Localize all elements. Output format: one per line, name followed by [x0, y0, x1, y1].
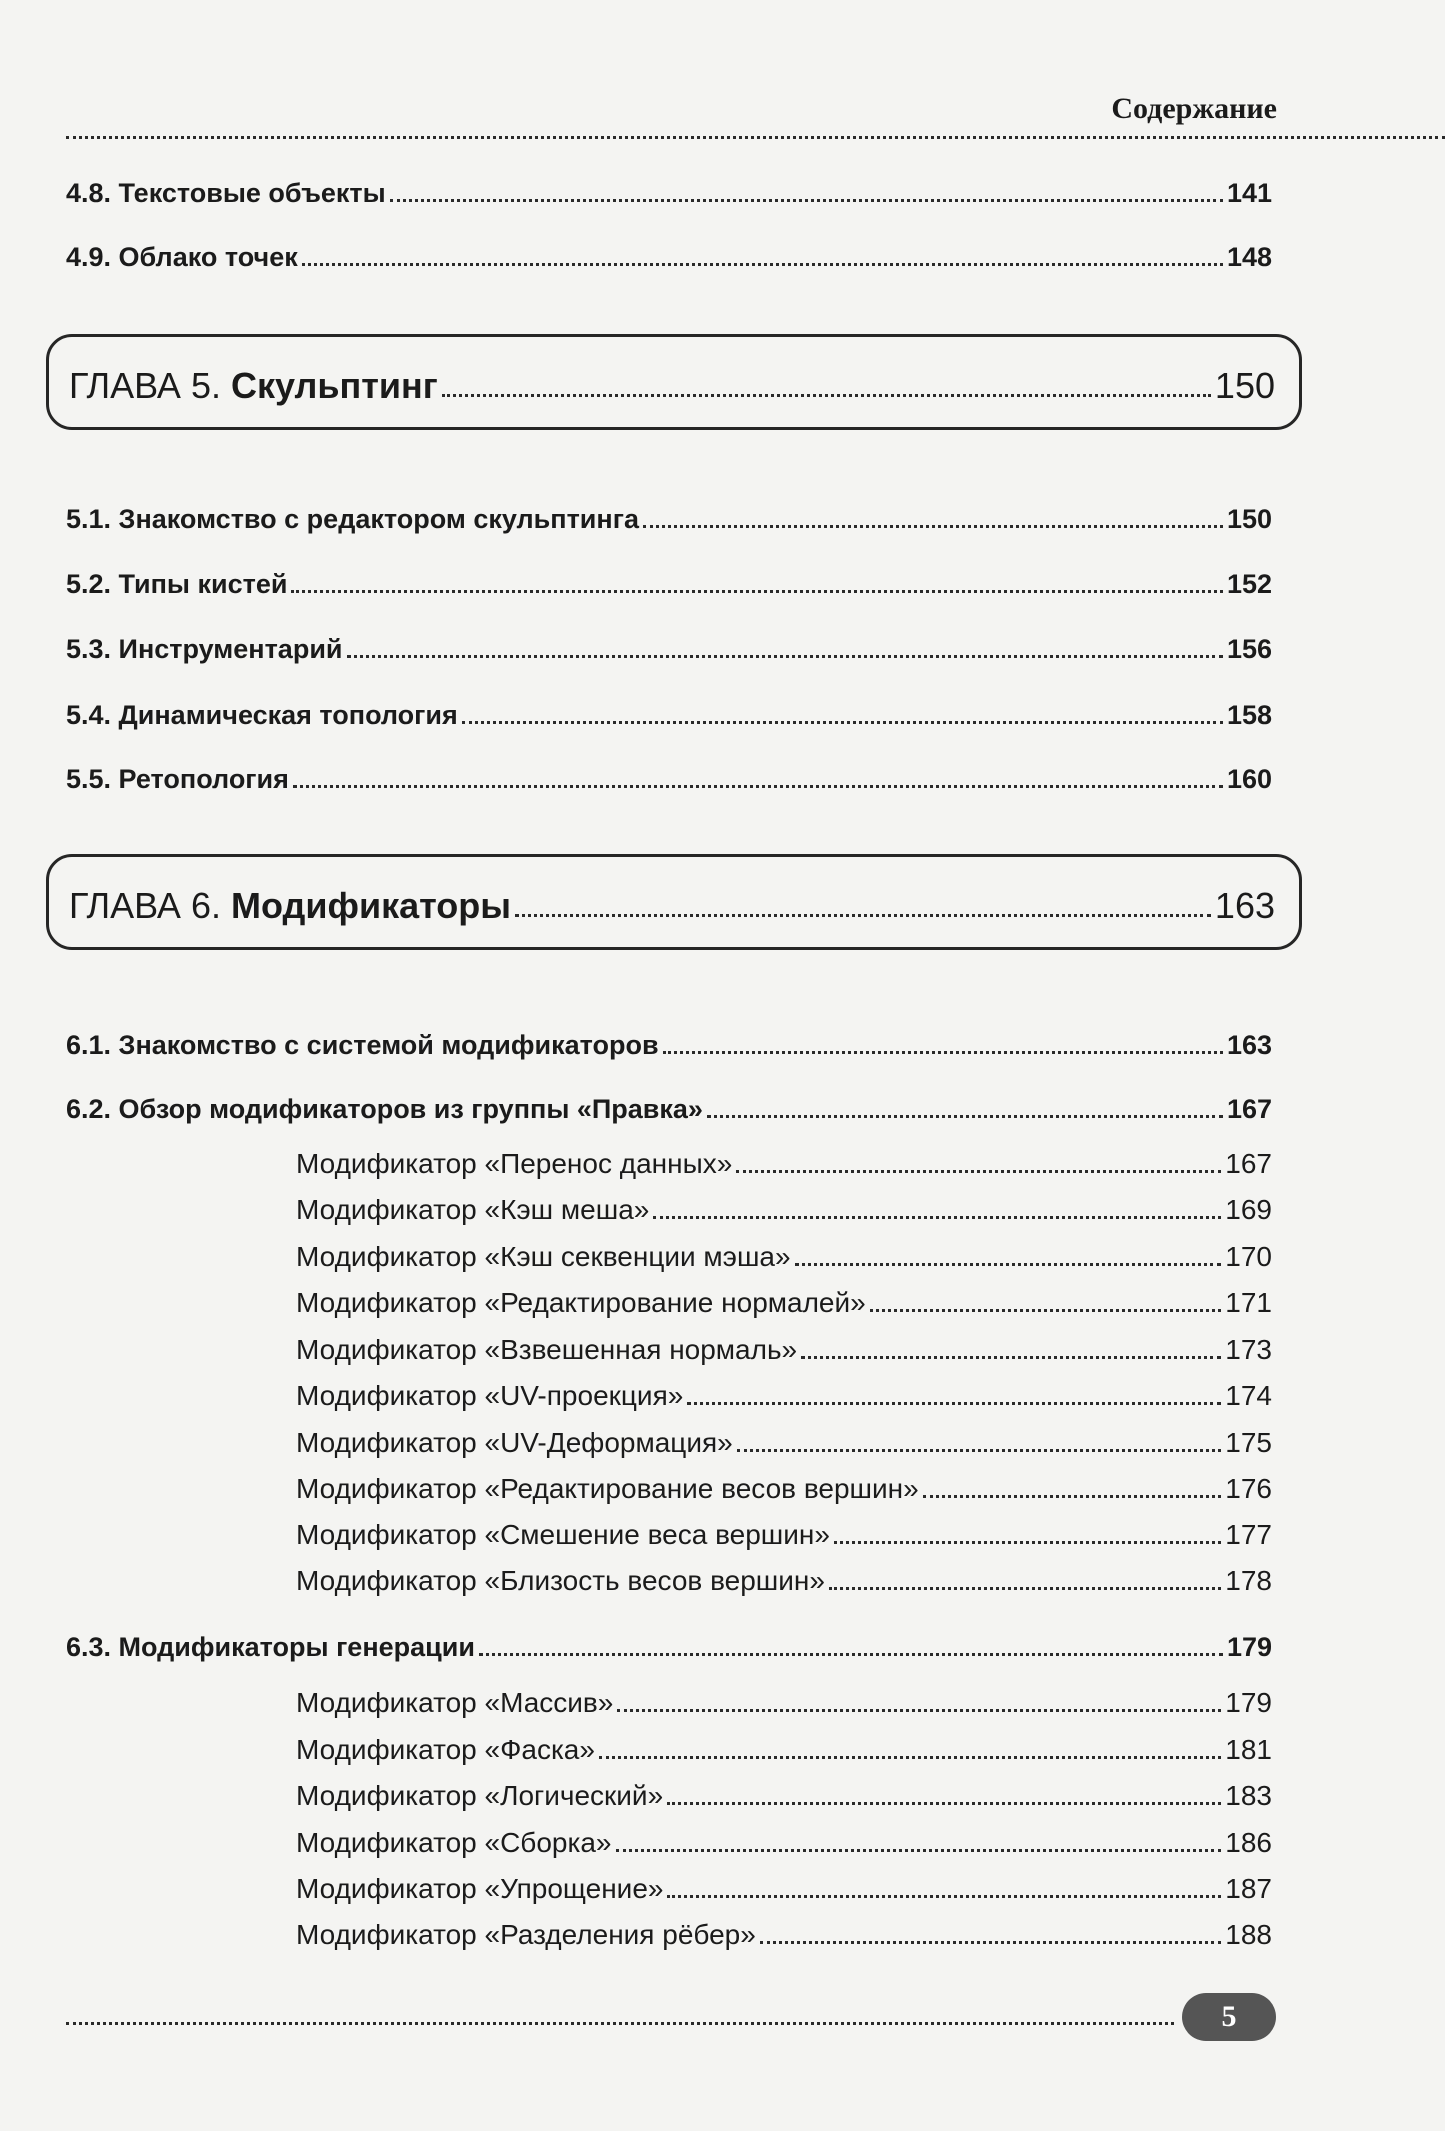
toc-title: Модификатор «Редактирование нормалей»: [296, 1287, 866, 1318]
toc-title: Модификатор «Кэш меша»: [296, 1194, 650, 1225]
toc-subentry[interactable]: [296, 1183, 1272, 1227]
toc-subentry[interactable]: [296, 1816, 1272, 1860]
toc-page: 152: [1226, 569, 1272, 599]
leader-dots: [795, 1263, 1222, 1266]
toc-subentry[interactable]: [296, 1554, 1272, 1598]
leader-dots: [616, 1849, 1222, 1852]
toc-page: 179: [1225, 1687, 1272, 1718]
toc-page: 171: [1225, 1287, 1272, 1318]
toc-subentry[interactable]: [296, 1769, 1272, 1813]
toc-subentry[interactable]: [296, 1462, 1272, 1506]
toc-page: 177: [1225, 1519, 1272, 1550]
toc-page: 160: [1226, 764, 1272, 794]
toc-page: 176: [1225, 1473, 1272, 1504]
toc-section-5-3[interactable]: [66, 622, 1272, 666]
toc-page: 169: [1225, 1194, 1272, 1225]
leader-dots: [599, 1756, 1221, 1759]
toc-page: 150: [1214, 365, 1275, 406]
toc-subentry[interactable]: [296, 1908, 1272, 1952]
leader-dots: [291, 590, 1223, 593]
chapter-5-box[interactable]: [46, 334, 1302, 430]
leader-dots: [760, 1941, 1221, 1944]
toc-title: 4.9. Облако точек: [66, 242, 298, 272]
toc-title: 6.2. Обзор модификаторов из группы «Правка»: [66, 1094, 703, 1124]
toc-page: 163: [1214, 885, 1275, 926]
chapter-prefix: ГЛАВА 6.: [69, 885, 231, 926]
toc-title: 5.5. Ретопология: [66, 764, 289, 794]
toc-title: 5.1. Знакомство с редактором скульптинга: [66, 504, 639, 534]
leader-dots: [617, 1709, 1221, 1712]
leader-dots: [834, 1541, 1221, 1544]
toc-page: 174: [1225, 1380, 1272, 1411]
toc-title: Модификатор «Массив»: [296, 1687, 614, 1718]
toc-page: 148: [1226, 242, 1272, 272]
toc-section-5-1[interactable]: [66, 492, 1272, 536]
leader-dots: [667, 1802, 1221, 1805]
chapter-6-box[interactable]: [46, 854, 1302, 950]
toc-title: 6.3. Модификаторы генерации: [66, 1632, 475, 1662]
toc-page: 173: [1225, 1334, 1272, 1365]
toc-page: 187: [1225, 1873, 1272, 1904]
toc-page: 179: [1226, 1632, 1272, 1662]
toc-page: 175: [1225, 1427, 1272, 1458]
toc-title: 5.2. Типы кистей: [66, 569, 288, 599]
toc-section-5-5[interactable]: [66, 752, 1272, 796]
leader-dots: [643, 525, 1223, 528]
leader-dots: [293, 785, 1223, 788]
toc-subentry[interactable]: [296, 1416, 1272, 1460]
toc-subentry[interactable]: [296, 1230, 1272, 1274]
toc-title: Модификатор «Кэш секвенции мэша»: [296, 1241, 791, 1272]
toc-subentry[interactable]: [296, 1137, 1272, 1181]
toc-page: 158: [1226, 700, 1272, 730]
toc-title: Модификатор «UV-Деформация»: [296, 1427, 733, 1458]
leader-dots: [442, 394, 1211, 397]
leader-dots: [667, 1895, 1221, 1898]
running-header: Содержание: [1111, 92, 1277, 125]
toc-page: 188: [1225, 1919, 1272, 1950]
leader-dots: [923, 1495, 1222, 1498]
toc-title: Модификатор «Фаска»: [296, 1734, 595, 1765]
toc-page: 186: [1225, 1827, 1272, 1858]
toc-chapter-6: [69, 879, 1275, 927]
toc-title: Модификатор «UV-проекция»: [296, 1380, 684, 1411]
toc-page: 178: [1225, 1565, 1272, 1596]
toc-section-4-8[interactable]: [66, 166, 1272, 210]
leader-dots: [687, 1402, 1221, 1405]
leader-dots: [347, 655, 1223, 658]
toc-subentry[interactable]: [296, 1676, 1272, 1720]
toc-subentry[interactable]: [296, 1276, 1272, 1320]
toc-section-6-1[interactable]: [66, 1018, 1272, 1062]
toc-title: Модификатор «Упрощение»: [296, 1873, 664, 1904]
toc-section-6-2[interactable]: [66, 1082, 1272, 1126]
toc-page: 167: [1225, 1148, 1272, 1179]
leader-dots: [707, 1115, 1223, 1118]
toc-title: Модификатор «Перенос данных»: [296, 1148, 733, 1179]
chapter-prefix: ГЛАВА 5.: [69, 365, 231, 406]
toc-title: Модификатор «Близость весов вершин»: [296, 1565, 825, 1596]
toc-page: 141: [1226, 178, 1272, 208]
leader-dots: [462, 721, 1223, 724]
toc-subentry[interactable]: [296, 1323, 1272, 1367]
toc-title: 5.4. Динамическая топология: [66, 700, 458, 730]
toc-title: Модификатор «Редактирование весов вершин»: [296, 1473, 919, 1504]
toc-chapter-5: [69, 359, 1275, 407]
toc-section-6-3[interactable]: [66, 1620, 1272, 1664]
toc-subentry[interactable]: [296, 1723, 1272, 1767]
leader-dots: [737, 1449, 1222, 1452]
leader-dots: [653, 1216, 1221, 1219]
chapter-title: Скульптинг: [230, 365, 438, 406]
toc-title: 5.3. Инструментарий: [66, 634, 343, 664]
toc-title: Модификатор «Смешение веса вершин»: [296, 1519, 830, 1550]
header-divider: [66, 136, 1445, 139]
page-number-badge: 5: [1182, 1993, 1276, 2041]
toc-subentry[interactable]: [296, 1862, 1272, 1906]
leader-dots: [870, 1309, 1222, 1312]
toc-title: Модификатор «Логический»: [296, 1780, 664, 1811]
leader-dots: [479, 1653, 1223, 1656]
toc-page: 183: [1225, 1780, 1272, 1811]
toc-subentry[interactable]: [296, 1369, 1272, 1413]
leader-dots: [829, 1587, 1221, 1590]
toc-page: 181: [1225, 1734, 1272, 1765]
toc-title: 6.1. Знакомство с системой модификаторов: [66, 1030, 659, 1060]
toc-title: Модификатор «Взвешенная нормаль»: [296, 1334, 798, 1365]
toc-subentry[interactable]: [296, 1508, 1272, 1552]
leader-dots: [736, 1170, 1221, 1173]
leader-dots: [663, 1051, 1223, 1054]
toc-section-5-2[interactable]: [66, 557, 1272, 601]
leader-dots: [515, 914, 1211, 917]
leader-dots: [390, 199, 1223, 202]
toc-page: 156: [1226, 634, 1272, 664]
chapter-title: Модификаторы: [230, 885, 512, 926]
toc-page: 170: [1225, 1241, 1272, 1272]
toc-page: 167: [1226, 1094, 1272, 1124]
toc-title: 4.8. Текстовые объекты: [66, 178, 386, 208]
toc-title: Модификатор «Сборка»: [296, 1827, 612, 1858]
toc-title: Модификатор «Разделения рёбер»: [296, 1919, 756, 1950]
toc-page: 163: [1226, 1030, 1272, 1060]
toc-section-5-4[interactable]: [66, 688, 1272, 732]
toc-section-4-9[interactable]: [66, 230, 1272, 274]
leader-dots: [801, 1356, 1221, 1359]
footer-divider: [66, 2022, 1174, 2025]
toc-page: 150: [1226, 504, 1272, 534]
leader-dots: [302, 263, 1223, 266]
